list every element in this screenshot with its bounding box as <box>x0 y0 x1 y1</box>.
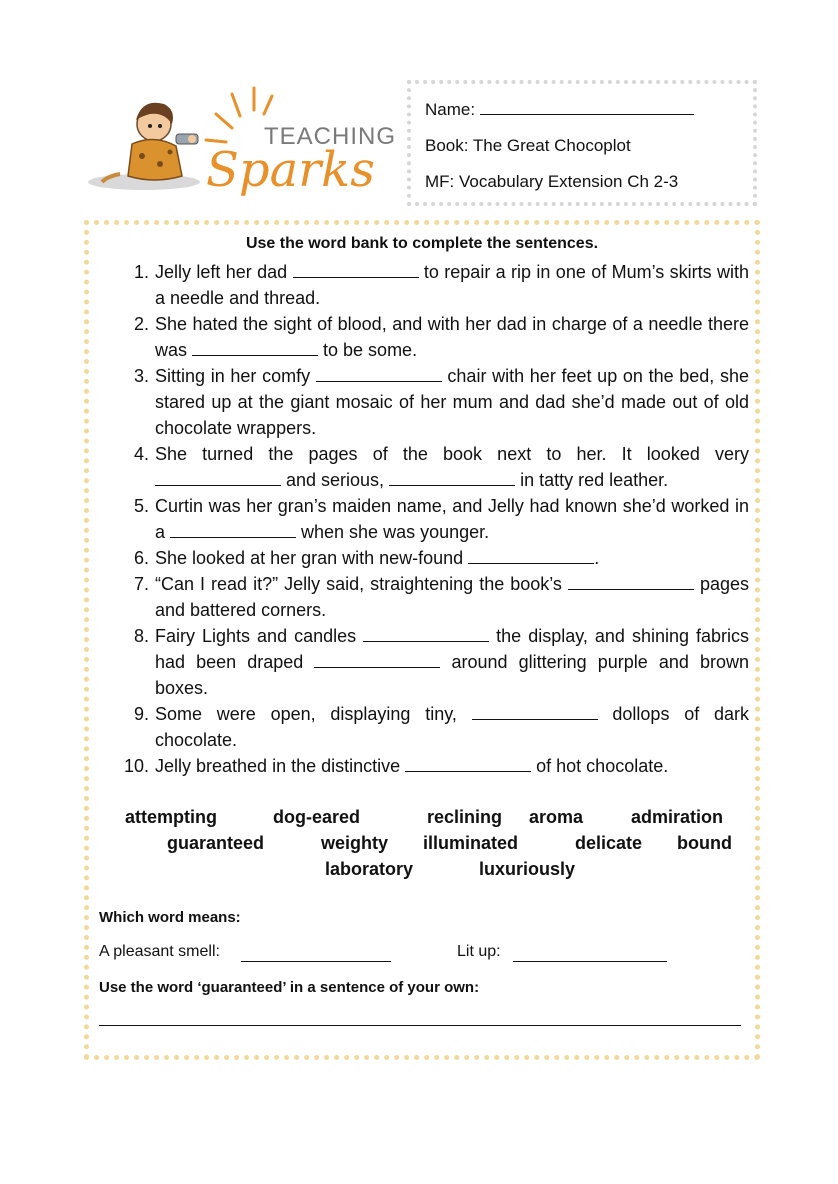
book-title: Book: The Great Chocoplot <box>425 136 631 155</box>
sentence-prompt: Use the word ‘guaranteed’ in a sentence of your own: <box>99 979 480 996</box>
question-item <box>119 545 749 571</box>
name-label: Name: <box>425 100 476 119</box>
teaching-sparks-logo <box>84 84 404 204</box>
question-list <box>119 259 749 779</box>
question-text: Jelly left her dad <box>155 262 293 282</box>
definition-row <box>99 943 739 965</box>
question-item <box>119 623 749 701</box>
definition-smell-label: A pleasant smell: <box>99 943 220 960</box>
question-text: of hot chocolate. <box>531 756 669 776</box>
name-input-line[interactable] <box>480 100 694 115</box>
answer-blank[interactable] <box>363 623 489 642</box>
question-number: 8. <box>133 626 149 646</box>
answer-blank[interactable] <box>155 467 281 486</box>
question-text: Sitting in her comfy <box>155 366 316 386</box>
question-item <box>119 753 749 779</box>
sentence-answer-line[interactable] <box>99 1025 741 1026</box>
answer-blank[interactable] <box>192 337 318 356</box>
question-text: dollops of dark chocolate. <box>155 704 750 750</box>
answer-blank[interactable] <box>568 571 694 590</box>
question-text: “Can I read it?” Jelly said, straightening the book’s <box>155 574 568 594</box>
answer-blank[interactable] <box>170 519 296 538</box>
question-number: 5. <box>133 496 149 516</box>
mf-title: MF: Vocabulary Extension Ch 2-3 <box>425 172 679 191</box>
question-text: to repair a rip in one of Mum’s skirts with a needle and thread. <box>155 262 749 308</box>
question-text: when she was younger. <box>296 522 490 542</box>
definition-lit-up-answer-line[interactable] <box>513 947 667 962</box>
word-bank-item: attempting <box>125 807 217 827</box>
question-text: chair with her feet up on the bed, she stared up at the giant mosaic of her mum and dad she’d made out of old chocolate wrappers. <box>155 366 749 438</box>
word-bank-item: admiration <box>631 807 724 827</box>
word-bank-item: illuminated <box>423 833 519 853</box>
name-field[interactable] <box>425 92 739 128</box>
word-bank-item: delicate <box>575 833 643 853</box>
answer-blank[interactable] <box>314 649 440 668</box>
which-word-heading: Which word means: <box>99 909 241 926</box>
question-item <box>119 493 749 545</box>
question-number: 10. <box>123 756 149 776</box>
question-text: She turned the pages of the book next to her. It looked very <box>155 444 749 464</box>
instruction-heading: Use the word bank to complete the sentences. <box>245 235 599 252</box>
question-item <box>119 259 749 311</box>
logo-text-teaching: TEACHING <box>264 123 397 150</box>
answer-blank[interactable] <box>405 753 531 772</box>
question-number: 1. <box>133 262 149 282</box>
answer-blank[interactable] <box>293 259 419 278</box>
question-text: Fairy Lights and candles <box>155 626 364 646</box>
question-number: 2. <box>133 314 149 334</box>
question-text: around glittering purple and brown boxes. <box>155 652 749 698</box>
question-text: She looked at her gran with new-found <box>155 548 469 568</box>
question-text: . <box>594 548 600 568</box>
word-bank-item: luxuriously <box>479 859 576 879</box>
definition-lit-up-label: Lit up: <box>457 943 501 960</box>
question-text: in tatty red leather. <box>515 470 669 490</box>
question-item <box>119 363 749 441</box>
question-text: Jelly breathed in the distinctive <box>155 756 406 776</box>
question-number: 4. <box>133 444 149 464</box>
question-text: She hated the sight of blood, and with her dad in charge of a needle there was <box>155 314 749 360</box>
word-bank-item: reclining <box>427 807 503 827</box>
logo-text-sparks: Sparks <box>206 142 375 198</box>
answer-blank[interactable] <box>468 545 594 564</box>
word-bank-item: guaranteed <box>167 833 265 853</box>
question-item <box>119 571 749 623</box>
question-text: the display, and shining fabrics had been draped <box>155 626 750 672</box>
question-text: to be some. <box>318 340 418 360</box>
question-number: 6. <box>133 548 149 568</box>
question-number: 7. <box>133 574 149 594</box>
question-text: Curtin was her gran’s maiden name, and Jelly had known she’d worked in a <box>155 496 749 542</box>
word-bank-item: laboratory <box>325 859 414 879</box>
question-item <box>119 311 749 363</box>
question-text: and serious, <box>281 470 390 490</box>
question-text: pages and battered corners. <box>155 574 750 620</box>
question-text: Some were open, displaying tiny, <box>155 704 472 724</box>
worksheet-panel <box>84 220 760 1060</box>
word-bank-item: aroma <box>529 807 584 827</box>
question-number: 9. <box>133 704 149 724</box>
answer-blank[interactable] <box>389 467 515 486</box>
answer-blank[interactable] <box>472 701 598 720</box>
question-item <box>119 701 749 753</box>
student-info-box <box>407 80 757 206</box>
word-bank-item: weighty <box>321 833 389 853</box>
definition-smell-answer-line[interactable] <box>241 947 391 962</box>
question-item <box>119 441 749 493</box>
question-number: 3. <box>133 366 149 386</box>
answer-blank[interactable] <box>316 363 442 382</box>
word-bank-item: dog-eared <box>273 807 361 827</box>
word-bank-item: bound <box>677 833 732 853</box>
